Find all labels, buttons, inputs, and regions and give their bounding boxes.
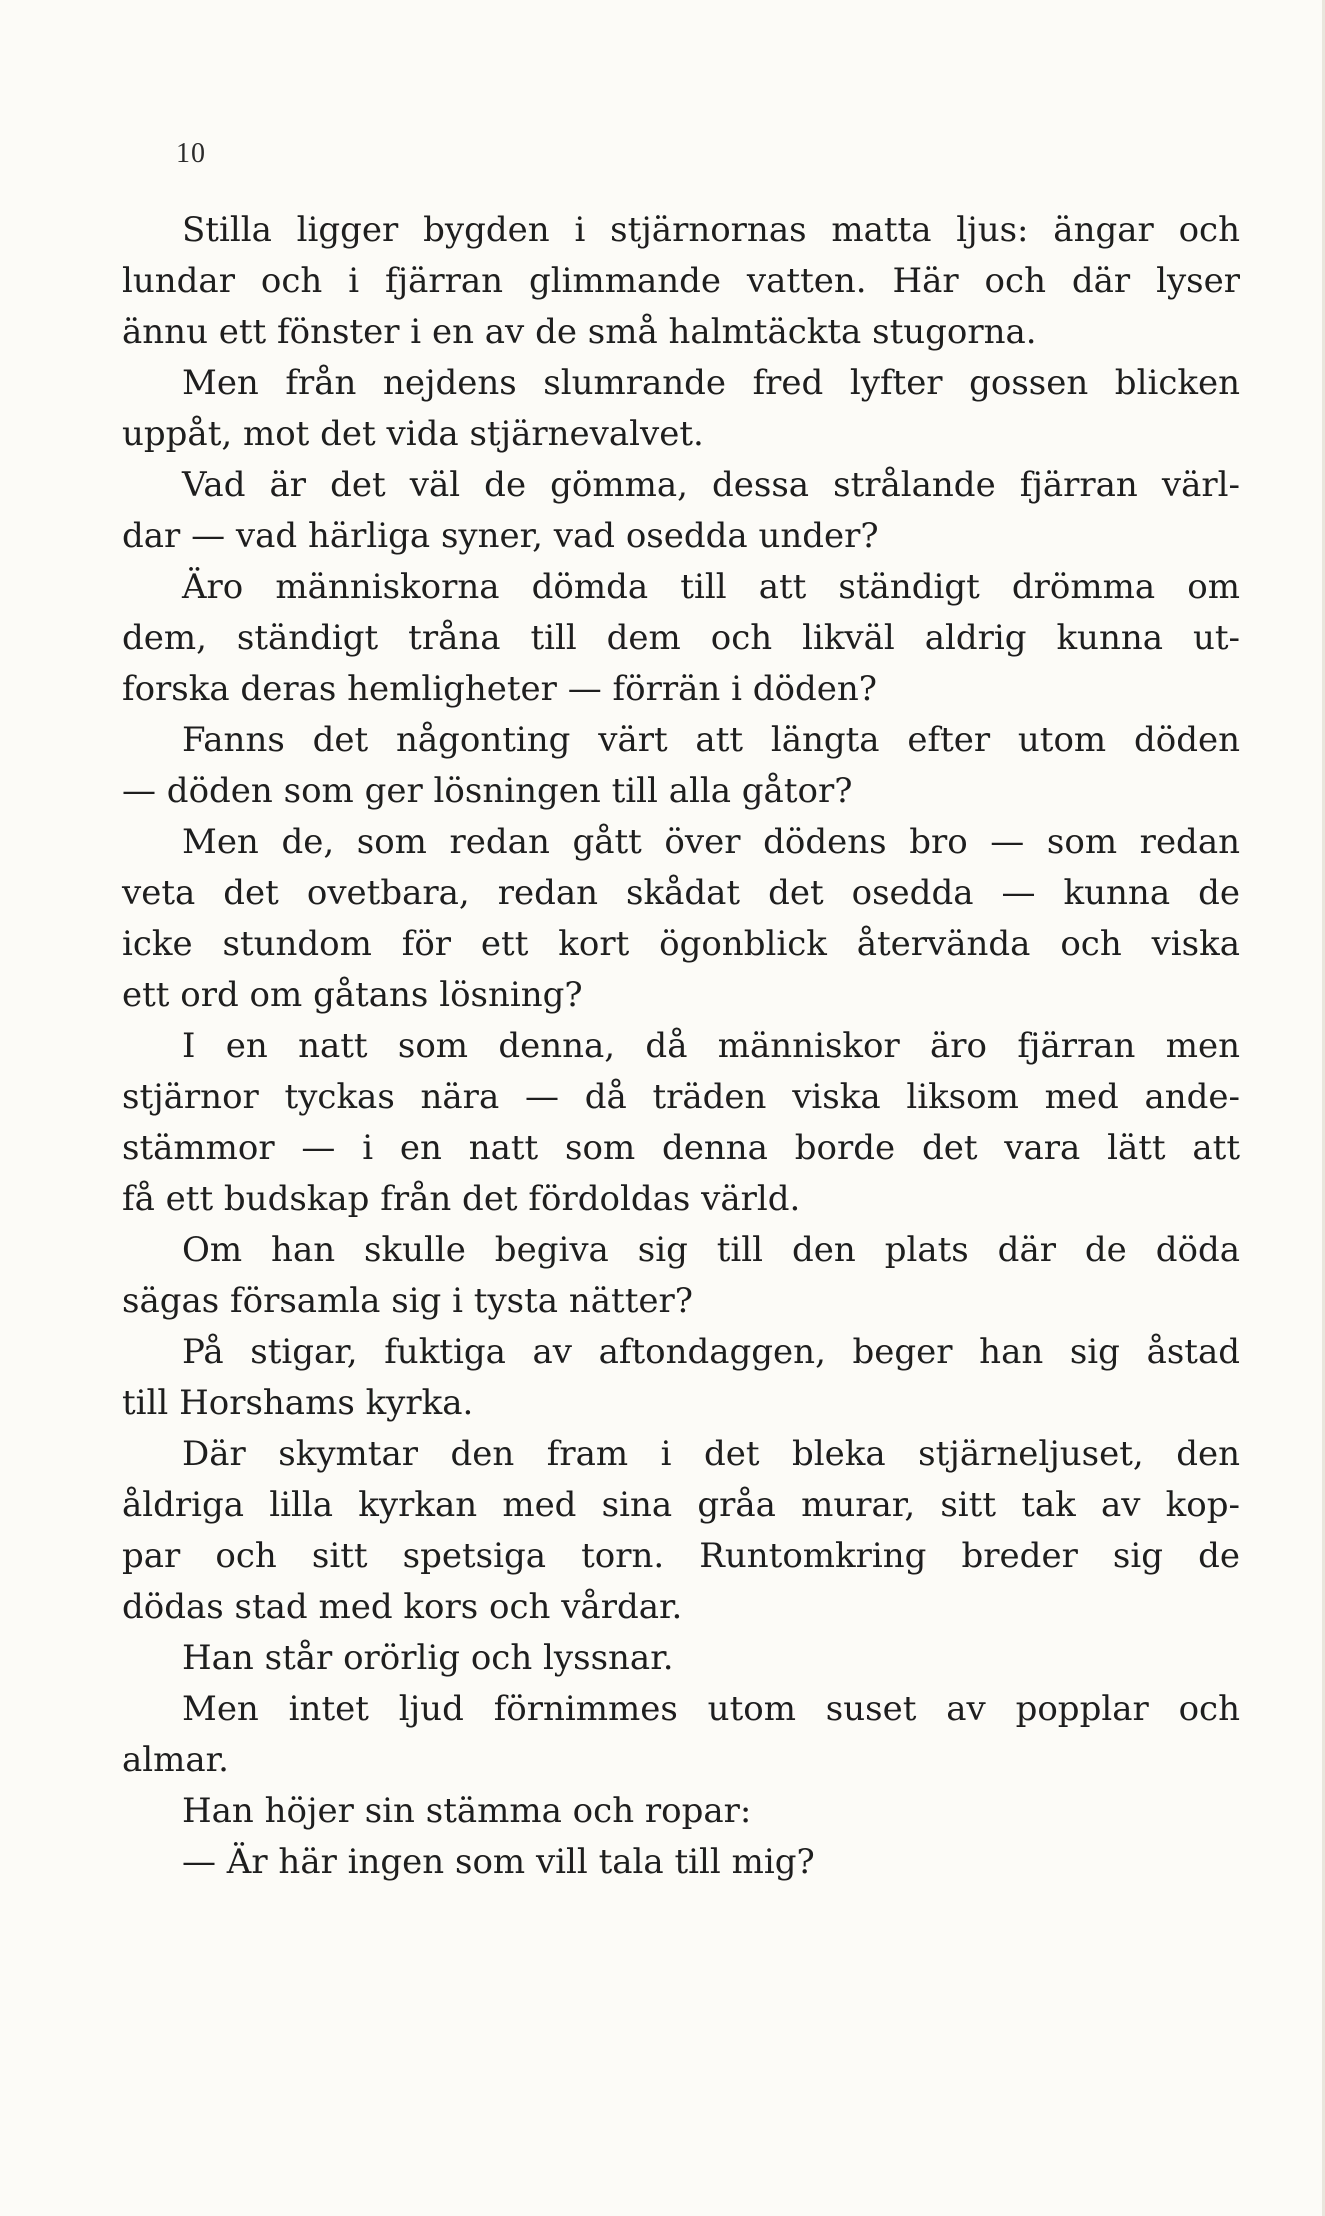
paragraph-10 — [122, 1429, 1240, 1633]
text-line: Men intet ljud förnimmes utom suset av popplar och — [182, 1689, 1240, 1729]
paragraph-5 — [122, 715, 1240, 817]
paragraph-6 — [122, 817, 1240, 1021]
text-line: par och sitt spetsiga torn. Runtomkring breder sig de — [122, 1536, 1240, 1576]
text-line: veta det ovetbara, redan skådat det osedda — kunna de — [122, 873, 1240, 913]
text-line: I en natt som denna, då människor äro fjärran men — [182, 1026, 1240, 1066]
paragraph-9 — [122, 1327, 1240, 1429]
text-line: Äro människorna dömda till att ständigt drömma om — [182, 567, 1240, 607]
text-line: Men de, som redan gått över dödens bro — som redan — [182, 822, 1240, 862]
text-line: Vad är det väl de gömma, dessa strålande fjärran värl- — [182, 465, 1240, 505]
paragraph-2 — [122, 358, 1240, 460]
body-text — [122, 205, 1240, 1888]
text-line: — Är här ingen som vill tala till mig? — [182, 1842, 815, 1882]
text-line: stjärnor tyckas nära — då träden viska liksom med ande- — [122, 1077, 1240, 1117]
text-line: Stilla ligger bygden i stjärnornas matta ljus: ängar och — [182, 210, 1240, 250]
text-line: sägas församla sig i tysta nätter? — [122, 1281, 693, 1321]
text-line: icke stundom för ett kort ögonblick återvända och viska — [122, 924, 1240, 964]
text-line: almar. — [122, 1740, 229, 1780]
text-line: forska deras hemligheter — förrän i döden? — [122, 669, 878, 709]
text-line: stämmor — i en natt som denna borde det vara lätt att — [122, 1128, 1240, 1168]
text-line: dar — vad härliga syner, vad osedda under? — [122, 516, 879, 556]
page-number: 10 — [176, 138, 206, 169]
text-line: Han höjer sin stämma och ropar: — [182, 1791, 752, 1831]
text-line: till Horshams kyrka. — [122, 1383, 474, 1423]
paragraph-3 — [122, 460, 1240, 562]
paragraph-1 — [122, 205, 1240, 358]
text-line: åldriga lilla kyrkan med sina gråa murar, sitt tak av kop- — [122, 1485, 1240, 1525]
text-line: lundar och i fjärran glimmande vatten. Här och där lyser — [122, 261, 1240, 301]
text-line: På stigar, fuktiga av aftondaggen, beger han sig åstad — [182, 1332, 1240, 1372]
paragraph-13 — [122, 1786, 1240, 1837]
paragraph-4 — [122, 562, 1240, 715]
text-line: Fanns det någonting värt att längta efter utom döden — [182, 720, 1240, 760]
text-line: Men från nejdens slumrande fred lyfter gossen blicken — [182, 363, 1240, 403]
text-line: ett ord om gåtans lösning? — [122, 975, 583, 1015]
text-line: Om han skulle begiva sig till den plats där de döda — [182, 1230, 1240, 1270]
text-line: dödas stad med kors och vårdar. — [122, 1587, 683, 1627]
text-line: Han står orörlig och lyssnar. — [182, 1638, 674, 1678]
paragraph-7 — [122, 1021, 1240, 1225]
text-line: — döden som ger lösningen till alla gåtor? — [122, 771, 853, 811]
text-line: Där skymtar den fram i det bleka stjärneljuset, den — [182, 1434, 1240, 1474]
text-line: dem, ständigt tråna till dem och likväl aldrig kunna ut- — [122, 618, 1240, 658]
text-line: ännu ett fönster i en av de små halmtäckta stugorna. — [122, 312, 1037, 352]
paragraph-11 — [122, 1633, 1240, 1684]
text-line: få ett budskap från det fördoldas värld. — [122, 1179, 801, 1219]
paragraph-14 — [122, 1837, 1240, 1888]
text-line: uppåt, mot det vida stjärnevalvet. — [122, 414, 704, 454]
paragraph-8 — [122, 1225, 1240, 1327]
paragraph-12 — [122, 1684, 1240, 1786]
